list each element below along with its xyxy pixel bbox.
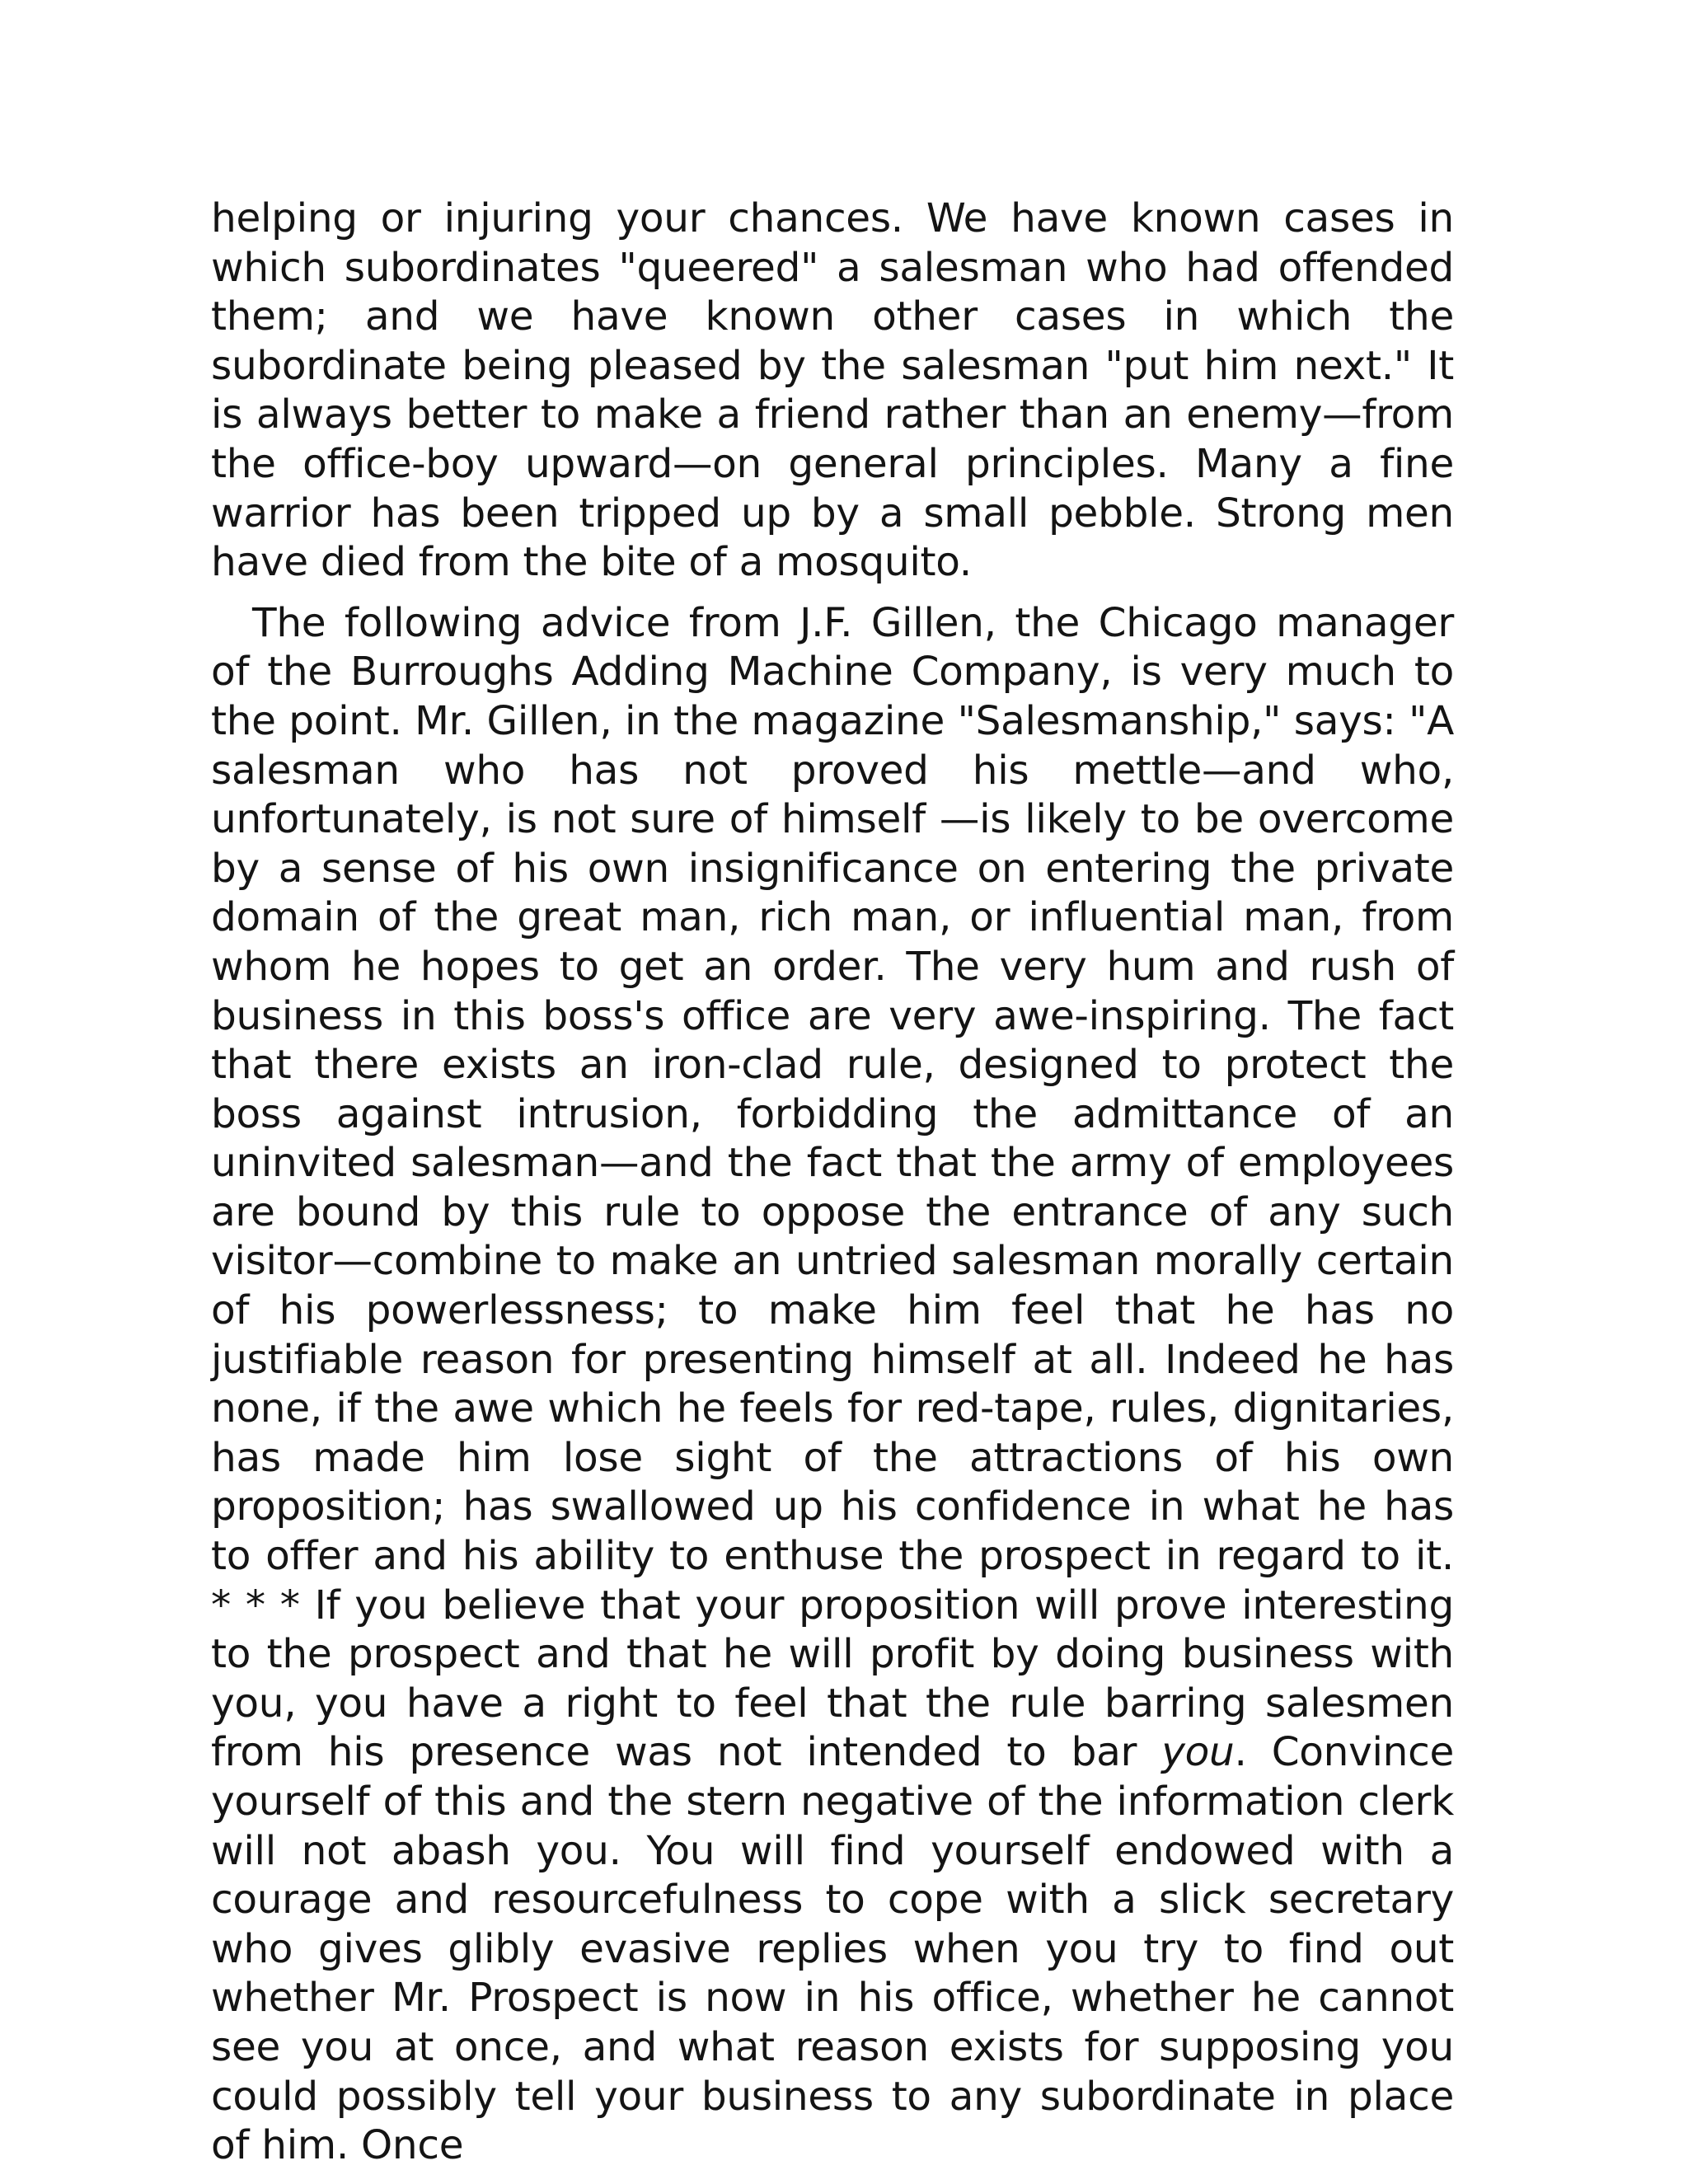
paragraph-1 (211, 194, 1454, 588)
document-page (211, 194, 1454, 2171)
paragraph-2-emphasis: you (1161, 1729, 1235, 1776)
paragraph-1-text: helping or injuring your chances. We have known cases in which subordinates "queered" a salesman who had offended them; and we have known other cases in which the subordinate being pleased by the salesman "put him next." It is always better to make a friend rather than an enemy—from the office-boy upward—on general principles. Many a fine warrior has been tripped up by a small pebble. Strong men have died from the bite of a mosquito. (211, 195, 1454, 586)
paragraph-2-text-end: . Convince yourself of this and the stern negative of the information clerk will not abash you. You will find yourself endowed with a courage and resourcefulness to cope with a slick secretary who gives glibly evasive replies when you try to find out whether Mr. Prospect is now in his office, whether he cannot see you at once, and what reason exists for supposing you could possibly tell your business to any subordinate in place of him. Once (211, 1729, 1455, 2169)
paragraph-2 (211, 599, 1454, 2171)
paragraph-2-text-start: The following advice from J.F. Gillen, the Chicago manager of the Burroughs Adding Machine Company, is very much to the point. Mr. Gillen, in the magazine "Salesmanship," says: "A salesman who has not proved his mettle—and who, unfortunately, is not sure of himself —is likely to be overcome by a sense of his own insignificance on entering the private domain of the great man, rich man, or influential man, from whom he hopes to get an order. The very hum and rush of business in this boss's office are very awe-inspiring. The fact that there exists an iron-clad rule, designed to protect the boss against intrusion, forbidding the admittance of an uninvited salesman—and the fact that the army of employees are bound by this rule to oppose the entrance of any such visitor—combine to make an untried salesman morally certain of his powerlessness; to make him feel that he has no justifiable reason for presenting himself at all. Indeed he has none, if the awe which he feels for red-tape, rules, dignitaries, has made him lose sight of the attractions of his own proposition; has swallowed up his confidence in what he has to offer and his ability to enthuse the prospect in regard to it. * * * If you believe that your proposition will prove interesting to the prospect and that he will profit by doing business with you, you have a right to feel that the rule barring salesmen from his presence was not intended to bar (211, 599, 1454, 1776)
